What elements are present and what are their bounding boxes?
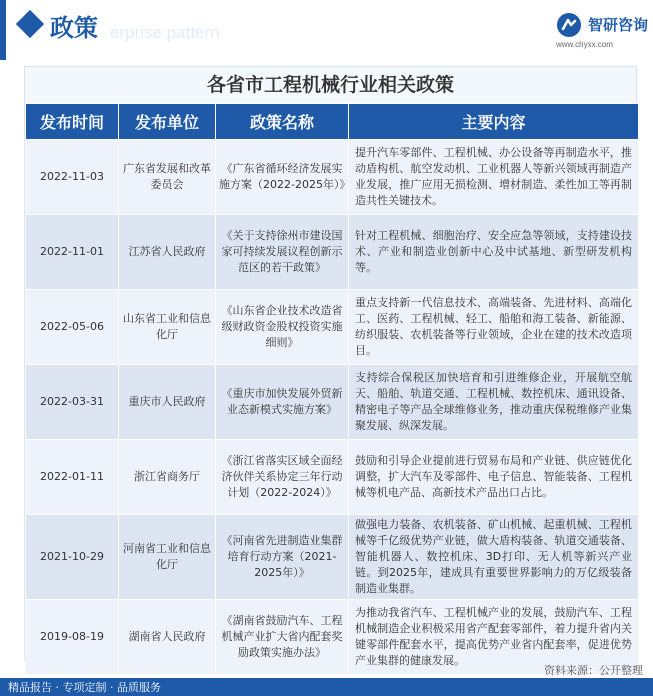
cell-content: 做强电力装备、农机装备、矿山机械、起重机械、工程机械等千亿级优势产业链，做大盾构装备、轨道交通装备、智能机器人、数控机床、3D打印、无人机等新兴产业链。到2025年，建成具有重要世界影响力的万亿级装备制造业集群。	[349, 515, 639, 600]
column-header-date: 发布时间	[26, 104, 119, 140]
cell-policy: 《浙江省落实区域全面经济伙伴关系协定三年行动计划（2022-2024）》	[216, 440, 349, 515]
column-header-content: 主要内容	[349, 104, 639, 140]
cell-policy: 《河南省先进制造业集群培育行动方案（2021-2025年）》	[216, 515, 349, 600]
cell-issuer: 山东省工业和信息化厅	[119, 290, 216, 365]
cell-content: 重点支持新一代信息技术、高端装备、先进材料、高端化工、医药、工程机械、轻工、船舶和海工装备、新能源、纺织服装、农机装备等行业领域，企业在建的技术改造项目。	[349, 290, 639, 365]
cell-issuer: 湖南省人民政府	[119, 600, 216, 675]
cell-policy: 《湖南省鼓励汽车、工程机械产业扩大省内配套奖励政策实施办法》	[216, 600, 349, 675]
cell-policy: 《广东省循环经济发展实施方案（2022-2025年）》	[216, 140, 349, 215]
cell-date: 2022-11-03	[26, 140, 119, 215]
cell-policy: 《重庆市加快发展外贸新业态新模式实施方案》	[216, 365, 349, 440]
cell-content: 支持综合保税区加快培育和引进维修企业，开展航空航天、船舶、轨道交通、工程机械、数控机床、通讯设备、精密电子等产品全球维修业务，推动重庆保税维修产业集聚发展、纵深发展。	[349, 365, 639, 440]
table-row	[26, 365, 639, 440]
brand-logo-icon	[556, 12, 582, 38]
column-header-policy: 政策名称	[216, 104, 349, 140]
brand-url: www.chyxx.com	[556, 40, 613, 49]
cell-issuer: 广东省发展和改革委员会	[119, 140, 216, 215]
footer-bar	[0, 678, 653, 696]
cell-policy: 《关于支持徐州市建设国家可持续发展议程创新示范区的若干政策》	[216, 215, 349, 290]
cell-issuer: 重庆市人民政府	[119, 365, 216, 440]
table-header-row	[26, 104, 639, 140]
cell-date: 2019-08-19	[26, 600, 119, 675]
table-row	[26, 515, 639, 600]
table-row	[26, 140, 639, 215]
cell-content: 提升汽车零部件、工程机械、办公设备等再制造水平，推动盾构机、航空发动机、工业机器人等新兴领域再制造产业发展，推广应用无损检测、增材制造、柔性加工等再制造共性关键技术。	[349, 140, 639, 215]
cell-content: 为推动我省汽车、工程机械产业的发展，鼓励汽车、工程机械制造企业积极采用省产配套零部件，着力提升省内关键零部件配套水平，提高优势产业省内配套率，促进优势产业集群的健康发展。	[349, 600, 639, 675]
header	[0, 0, 653, 60]
column-header-issuer: 发布单位	[119, 104, 216, 140]
cell-issuer: 江苏省人民政府	[119, 215, 216, 290]
cell-date: 2021-10-29	[26, 515, 119, 600]
cell-date: 2022-11-01	[26, 215, 119, 290]
table-row	[26, 440, 639, 515]
cell-issuer: 浙江省商务厅	[119, 440, 216, 515]
table-row	[26, 215, 639, 290]
diamond-icon	[16, 10, 44, 38]
cell-date: 2022-01-11	[26, 440, 119, 515]
cell-date: 2022-05-06	[26, 290, 119, 365]
cell-content: 针对工程机械、细胞治疗、安全应急等领域，支持建设技术、产业和制造业创新中心及中试基地、新型研发机构等。	[349, 215, 639, 290]
source-note: 资料来源：公开整理	[544, 664, 643, 677]
cell-issuer: 河南省工业和信息化厅	[119, 515, 216, 600]
brand-name: 智研咨询	[588, 16, 649, 34]
header-accent-bar	[0, 0, 6, 60]
cell-policy: 《山东省企业技术改造省级财政资金股权投资实施细则》	[216, 290, 349, 365]
header-watermark: erprise pattern	[110, 23, 220, 42]
footer-text: 精品报告 · 专项定制 · 品质服务	[8, 681, 161, 694]
policy-table	[25, 103, 639, 675]
table-title: 各省市工程机械行业相关政策	[25, 67, 636, 103]
cell-date: 2022-03-31	[26, 365, 119, 440]
section-title: 政策	[50, 14, 98, 42]
policy-table-container	[24, 66, 637, 667]
cell-content: 鼓励和引导企业提前进行贸易布局和产业链、供应链优化调整，扩大汽车及零部件、电子信息、智能装备、工程机械等机电产品、高新技术产品出口占比。	[349, 440, 639, 515]
table-row	[26, 290, 639, 365]
